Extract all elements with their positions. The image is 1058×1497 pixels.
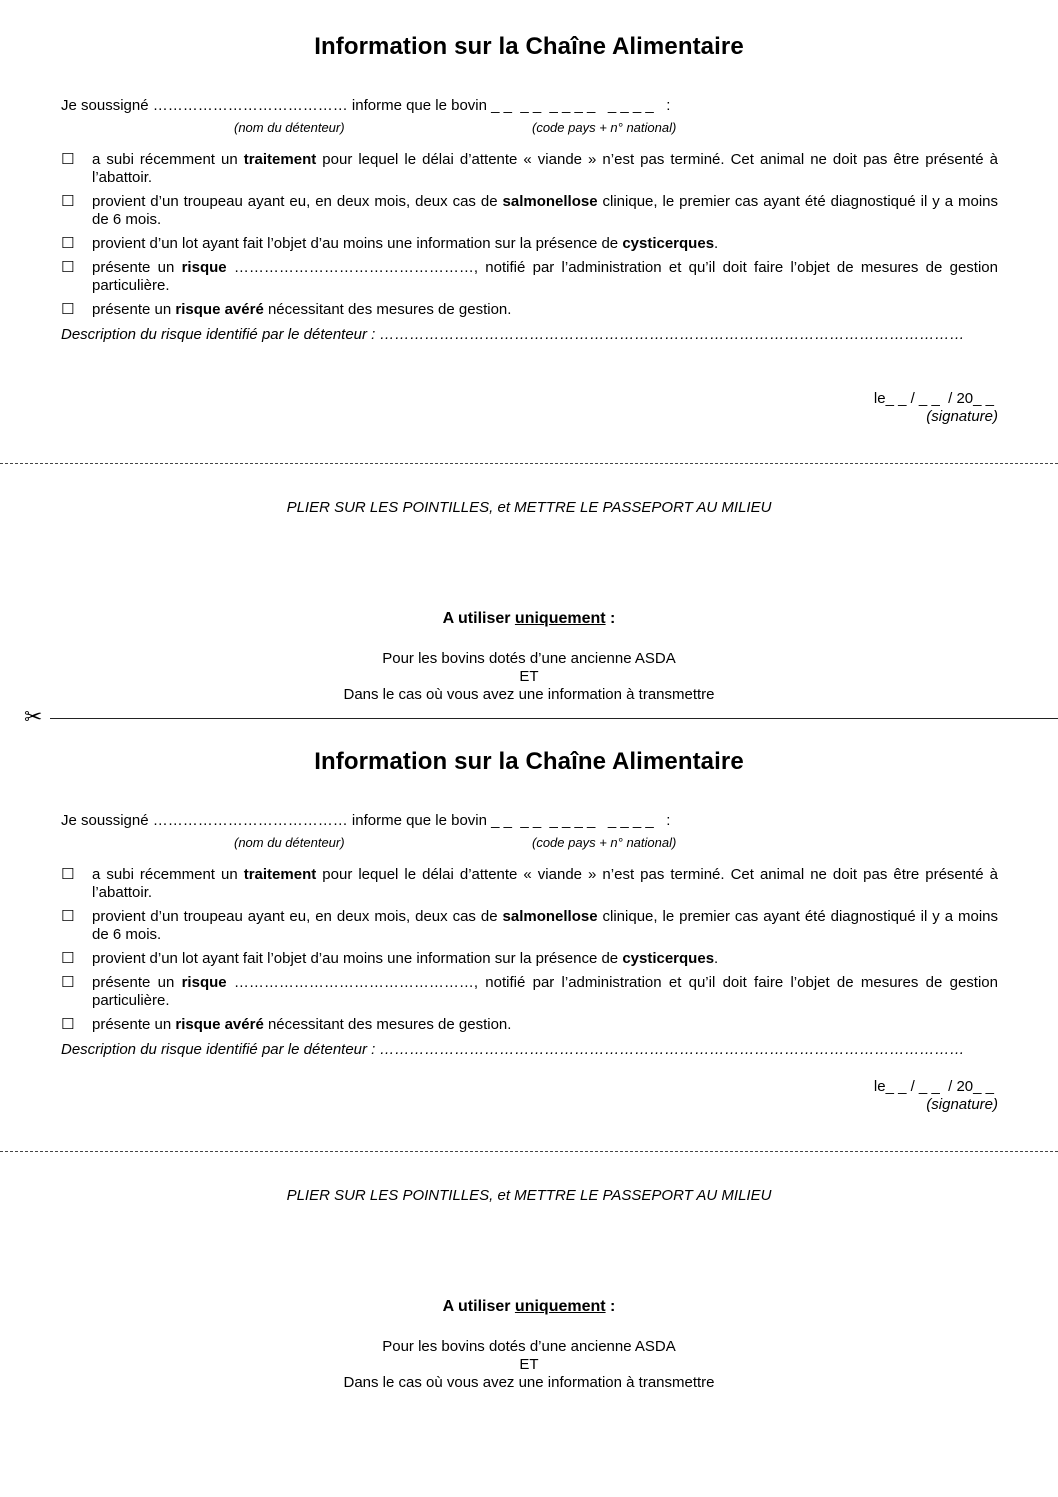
checkbox-item: ☐ présente un risque …………………………………………, notifié par l’administration et qu’il doit faire l’objet de mesures de gestion particulière. <box>61 259 998 294</box>
code-caption: (code pays + n° national) <box>532 120 677 135</box>
checkbox-item: ☐ présente un risque avéré nécessitant des mesures de gestion. <box>61 1016 512 1033</box>
checkbox[interactable]: ☐ <box>61 908 75 925</box>
fold-instruction: PLIER SUR LES POINTILLES, et METTRE LE PASSEPORT AU MILIEU <box>286 499 772 516</box>
checkbox[interactable]: ☐ <box>61 1016 75 1033</box>
fold-instruction: PLIER SUR LES POINTILLES, et METTRE LE PASSEPORT AU MILIEU <box>286 1187 772 1204</box>
checkbox[interactable]: ☐ <box>61 866 75 883</box>
cut-line <box>50 718 1058 719</box>
checkbox[interactable]: ☐ <box>61 193 75 210</box>
checkbox[interactable]: ☐ <box>61 301 75 318</box>
declaration-line: Je soussigné ………………………………… informe que le bovin _ _ _ _ _ _ _ _ _ _ _ _ : <box>61 812 671 829</box>
form-title: Information sur la Chaîne Alimentaire <box>314 33 744 60</box>
checkbox-item: ☐ provient d’un lot ayant fait l’objet d’au moins une information sur la présence de cysticerques. <box>61 235 719 252</box>
code-caption: (code pays + n° national) <box>532 835 677 850</box>
risk-description: Description du risque identifié par le détenteur : ……………………………………………………………………………………………………… <box>61 1041 965 1058</box>
checkbox[interactable]: ☐ <box>61 974 75 991</box>
risk-description: Description du risque identifié par le détenteur : ……………………………………………………………………………………………………… <box>61 326 965 343</box>
form-title: Information sur la Chaîne Alimentaire <box>314 748 744 775</box>
date-field: le_ _ / _ _ / 20_ _ <box>873 1078 994 1095</box>
holder-caption: (nom du détenteur) <box>234 835 345 850</box>
checkbox-item: ☐ provient d’un troupeau ayant eu, en deux mois, deux cas de salmonellose clinique, le premier cas ayant été diagnostiqué il y a moins de 6 mois. <box>61 193 999 228</box>
signature-label: (signature) <box>926 408 998 425</box>
usage-line-3: Dans le cas où vous avez une information à transmettre <box>343 686 715 703</box>
fold-dashed-line <box>0 1151 1058 1152</box>
checkbox-item: ☐ a subi récemment un traitement pour lequel le délai d’attente « viande » n’est pas terminé. Cet animal ne doit pas être présenté à l’abattoir. <box>61 866 998 901</box>
usage-line-2: ET <box>519 1356 539 1373</box>
usage-line-1: Pour les bovins dotés d’une ancienne ASDA <box>382 1338 676 1355</box>
signature-label: (signature) <box>926 1096 998 1113</box>
checkbox-item: ☐ présente un risque avéré nécessitant des mesures de gestion. <box>61 301 512 318</box>
usage-line-2: ET <box>519 668 539 685</box>
usage-heading: A utiliser uniquement : <box>442 610 616 627</box>
checkbox-item: ☐ provient d’un lot ayant fait l’objet d’au moins une information sur la présence de cysticerques. <box>61 950 719 967</box>
checkbox-item: ☐ provient d’un troupeau ayant eu, en deux mois, deux cas de salmonellose clinique, le premier cas ayant été diagnostiqué il y a moins de 6 mois. <box>61 908 999 943</box>
checkbox[interactable]: ☐ <box>61 235 75 252</box>
holder-caption: (nom du détenteur) <box>234 120 345 135</box>
fold-dashed-line <box>0 463 1058 464</box>
checkbox[interactable]: ☐ <box>61 151 75 168</box>
checkbox-item: ☐ a subi récemment un traitement pour lequel le délai d’attente « viande » n’est pas terminé. Cet animal ne doit pas être présenté à l’abattoir. <box>61 151 998 186</box>
checkbox-item: ☐ présente un risque …………………………………………, notifié par l’administration et qu’il doit faire l’objet de mesures de gestion particulière. <box>61 974 998 1009</box>
scissors-icon: ✂ <box>24 704 43 729</box>
checkbox[interactable]: ☐ <box>61 259 75 276</box>
usage-line-1: Pour les bovins dotés d’une ancienne ASDA <box>382 650 676 667</box>
usage-heading: A utiliser uniquement : <box>442 1298 616 1315</box>
date-field: le_ _ / _ _ / 20_ _ <box>873 390 994 407</box>
usage-line-3: Dans le cas où vous avez une information à transmettre <box>343 1374 715 1391</box>
declaration-line: Je soussigné ………………………………… informe que le bovin _ _ _ _ _ _ _ _ _ _ _ _ : <box>61 97 671 114</box>
checkbox[interactable]: ☐ <box>61 950 75 967</box>
